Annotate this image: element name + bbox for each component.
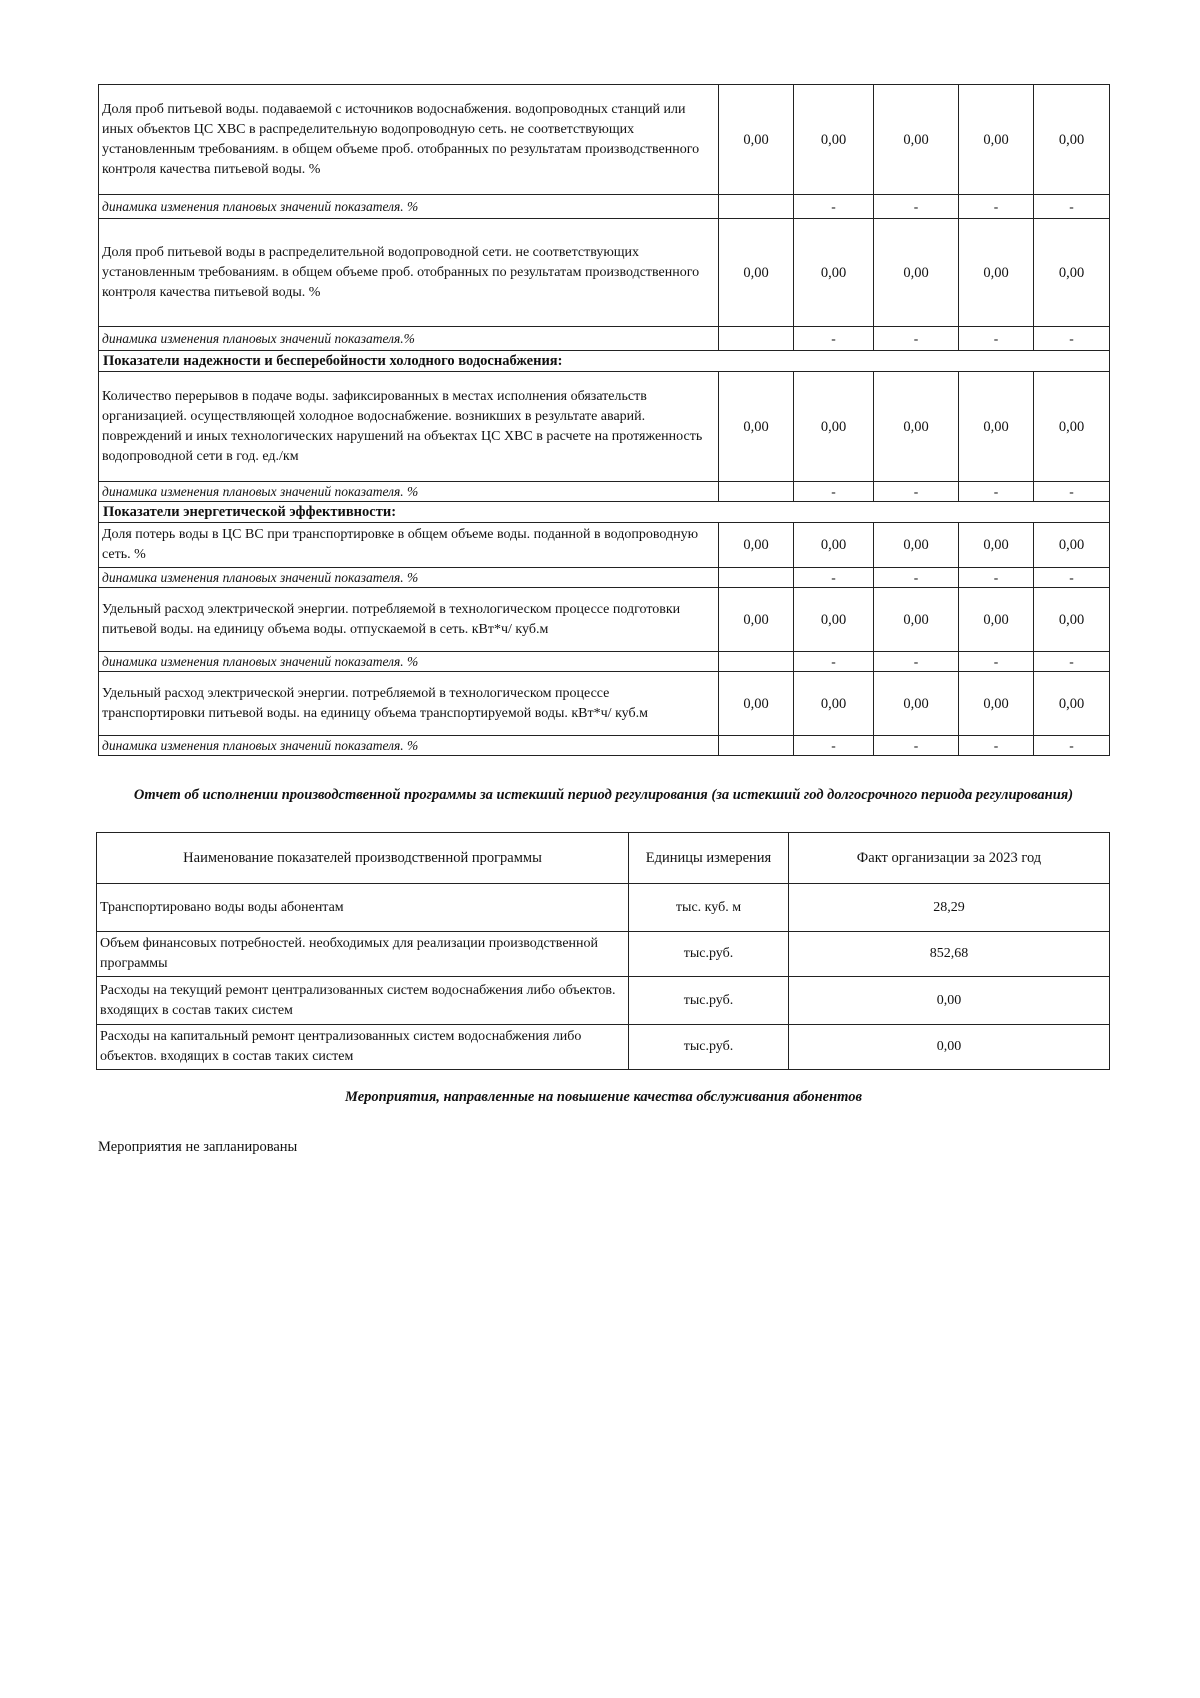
header-fact: Факт организации за 2023 год (789, 833, 1110, 884)
value-cell: 0,00 (874, 523, 959, 568)
value-cell: - (794, 327, 874, 351)
report-name-cell: Транспортировано воды воды абонентам (97, 884, 629, 932)
report-row (97, 884, 1110, 932)
report-fact-cell: 28,29 (789, 884, 1110, 932)
indicator-row (99, 588, 1110, 652)
dynamics-row (99, 327, 1110, 351)
value-cell: - (874, 652, 959, 672)
section-title: Показатели энергетической эффективности: (99, 502, 1110, 523)
report-name-cell: Расходы на текущий ремонт централизованных систем водоснабжения либо объектов. входящих в состав таких систем (97, 977, 629, 1025)
value-cell: - (1034, 482, 1110, 502)
value-cell: 0,00 (959, 372, 1034, 482)
value-cell: 0,00 (959, 588, 1034, 652)
value-cell (719, 482, 794, 502)
report-fact-cell: 852,68 (789, 932, 1110, 977)
dynamics-row (99, 652, 1110, 672)
value-cell: - (1034, 327, 1110, 351)
value-cell: 0,00 (719, 219, 794, 327)
value-cell: 0,00 (1034, 85, 1110, 195)
value-cell (719, 568, 794, 588)
indicator-row (99, 672, 1110, 736)
value-cell: 0,00 (794, 672, 874, 736)
dynamics-label: динамика изменения плановых значений показателя. % (99, 482, 719, 502)
report-row (97, 1025, 1110, 1070)
value-cell (719, 736, 794, 756)
value-cell: 0,00 (719, 588, 794, 652)
indicator-row (99, 219, 1110, 327)
indicator-label: Количество перерывов в подаче воды. зафиксированных в местах исполнения обязательств организацией. осуществляющей холодное водоснабжение. возникших в результате аварий. повреждений и иных технологических нарушений на объектах ЦС ХВС в расчете на протяженность водопроводной сети в год. ед./км (99, 372, 719, 482)
dynamics-row (99, 736, 1110, 756)
value-cell: 0,00 (794, 523, 874, 568)
value-cell: - (959, 652, 1034, 672)
value-cell: - (874, 568, 959, 588)
value-cell: - (959, 195, 1034, 219)
report-fact-cell: 0,00 (789, 977, 1110, 1025)
value-cell: 0,00 (1034, 523, 1110, 568)
value-cell: - (959, 736, 1034, 756)
header-unit: Единицы измерения (629, 833, 789, 884)
value-cell: - (874, 482, 959, 502)
indicator-row (99, 523, 1110, 568)
report-unit-cell: тыс. куб. м (629, 884, 789, 932)
dynamics-label: динамика изменения плановых значений показателя.% (99, 327, 719, 351)
value-cell: - (959, 327, 1034, 351)
section-title: Показатели надежности и бесперебойности холодного водоснабжения: (99, 351, 1110, 372)
value-cell: - (959, 482, 1034, 502)
value-cell: 0,00 (719, 523, 794, 568)
value-cell: 0,00 (1034, 672, 1110, 736)
value-cell: 0,00 (1034, 588, 1110, 652)
value-cell: 0,00 (1034, 372, 1110, 482)
dynamics-row (99, 482, 1110, 502)
report-unit-cell: тыс.руб. (629, 932, 789, 977)
value-cell (719, 195, 794, 219)
indicator-row (99, 372, 1110, 482)
value-cell (719, 327, 794, 351)
value-cell: - (874, 327, 959, 351)
value-cell: 0,00 (874, 372, 959, 482)
report-fact-cell: 0,00 (789, 1025, 1110, 1070)
value-cell: 0,00 (959, 219, 1034, 327)
indicator-label: Удельный расход электрической энергии. потребляемой в технологическом процессе подготовки питьевой воды. на единицу объема воды. отпускаемой в сеть. кВт*ч/ куб.м (99, 588, 719, 652)
measures-title: Мероприятия, направленные на повышение качества обслуживания абонентов (345, 1089, 862, 1105)
dynamics-label: динамика изменения плановых значений показателя. % (99, 568, 719, 588)
section-row (99, 351, 1110, 372)
report-table (96, 832, 1110, 1070)
value-cell: 0,00 (1034, 219, 1110, 327)
value-cell: 0,00 (794, 372, 874, 482)
value-cell: - (959, 568, 1034, 588)
dynamics-label: динамика изменения плановых значений показателя. % (99, 195, 719, 219)
report-name-cell: Расходы на капитальный ремонт централизованных систем водоснабжения либо объектов. входящих в состав таких систем (97, 1025, 629, 1070)
value-cell: - (1034, 736, 1110, 756)
indicator-label: Удельный расход электрической энергии. потребляемой в технологическом процессе транспортировки питьевой воды. на единицу объема транспортируемой воды. кВт*ч/ куб.м (99, 672, 719, 736)
dynamics-label: динамика изменения плановых значений показателя. % (99, 652, 719, 672)
value-cell: - (794, 482, 874, 502)
indicator-label: Доля проб питьевой воды в распределительной водопроводной сети. не соответствующих установленным требованиям. в общем объеме проб. отобранных по результатам производственного контроля качества питьевой воды. % (99, 219, 719, 327)
value-cell: - (794, 195, 874, 219)
value-cell: - (874, 195, 959, 219)
header-name: Наименование показателей производственной программы (97, 833, 629, 884)
indicator-row (99, 85, 1110, 195)
report-row (97, 977, 1110, 1025)
report-row (97, 932, 1110, 977)
value-cell: 0,00 (959, 85, 1034, 195)
value-cell: - (1034, 195, 1110, 219)
report-unit-cell: тыс.руб. (629, 977, 789, 1025)
value-cell: 0,00 (719, 85, 794, 195)
dynamics-row (99, 195, 1110, 219)
report-header-row (97, 833, 1110, 884)
indicator-label: Доля потерь воды в ЦС ВС при транспортировке в общем объеме воды. поданной в водопроводную сеть. % (99, 523, 719, 568)
value-cell: - (874, 736, 959, 756)
value-cell: - (794, 568, 874, 588)
value-cell: - (1034, 652, 1110, 672)
value-cell: 0,00 (794, 588, 874, 652)
value-cell: 0,00 (794, 85, 874, 195)
value-cell: 0,00 (874, 588, 959, 652)
indicator-label: Доля проб питьевой воды. подаваемой с источников водоснабжения. водопроводных станций или иных объектов ЦС ХВС в распределительную водопроводную сеть. не соответствующих установленным требованиям. в общем объеме проб. отобранных по результатам производственного контроля качества питьевой воды. % (99, 85, 719, 195)
report-name-cell: Объем финансовых потребностей. необходимых для реализации производственной программы (97, 932, 629, 977)
section-row (99, 502, 1110, 523)
value-cell: 0,00 (719, 672, 794, 736)
value-cell: 0,00 (874, 672, 959, 736)
indicators-table (98, 84, 1110, 756)
value-cell: 0,00 (874, 219, 959, 327)
value-cell: - (794, 652, 874, 672)
value-cell: 0,00 (794, 219, 874, 327)
report-unit-cell: тыс.руб. (629, 1025, 789, 1070)
value-cell (719, 652, 794, 672)
value-cell: 0,00 (874, 85, 959, 195)
value-cell: 0,00 (719, 372, 794, 482)
value-cell: 0,00 (959, 672, 1034, 736)
measures-text: Мероприятия не запланированы (98, 1139, 298, 1155)
dynamics-label: динамика изменения плановых значений показателя. % (99, 736, 719, 756)
report-title: Отчет об исполнении производственной программы за истекший период регулирования (за истекший год долгосрочного периода регулирования) (133, 787, 1074, 803)
dynamics-row (99, 568, 1110, 588)
value-cell: - (794, 736, 874, 756)
value-cell: 0,00 (959, 523, 1034, 568)
value-cell: - (1034, 568, 1110, 588)
